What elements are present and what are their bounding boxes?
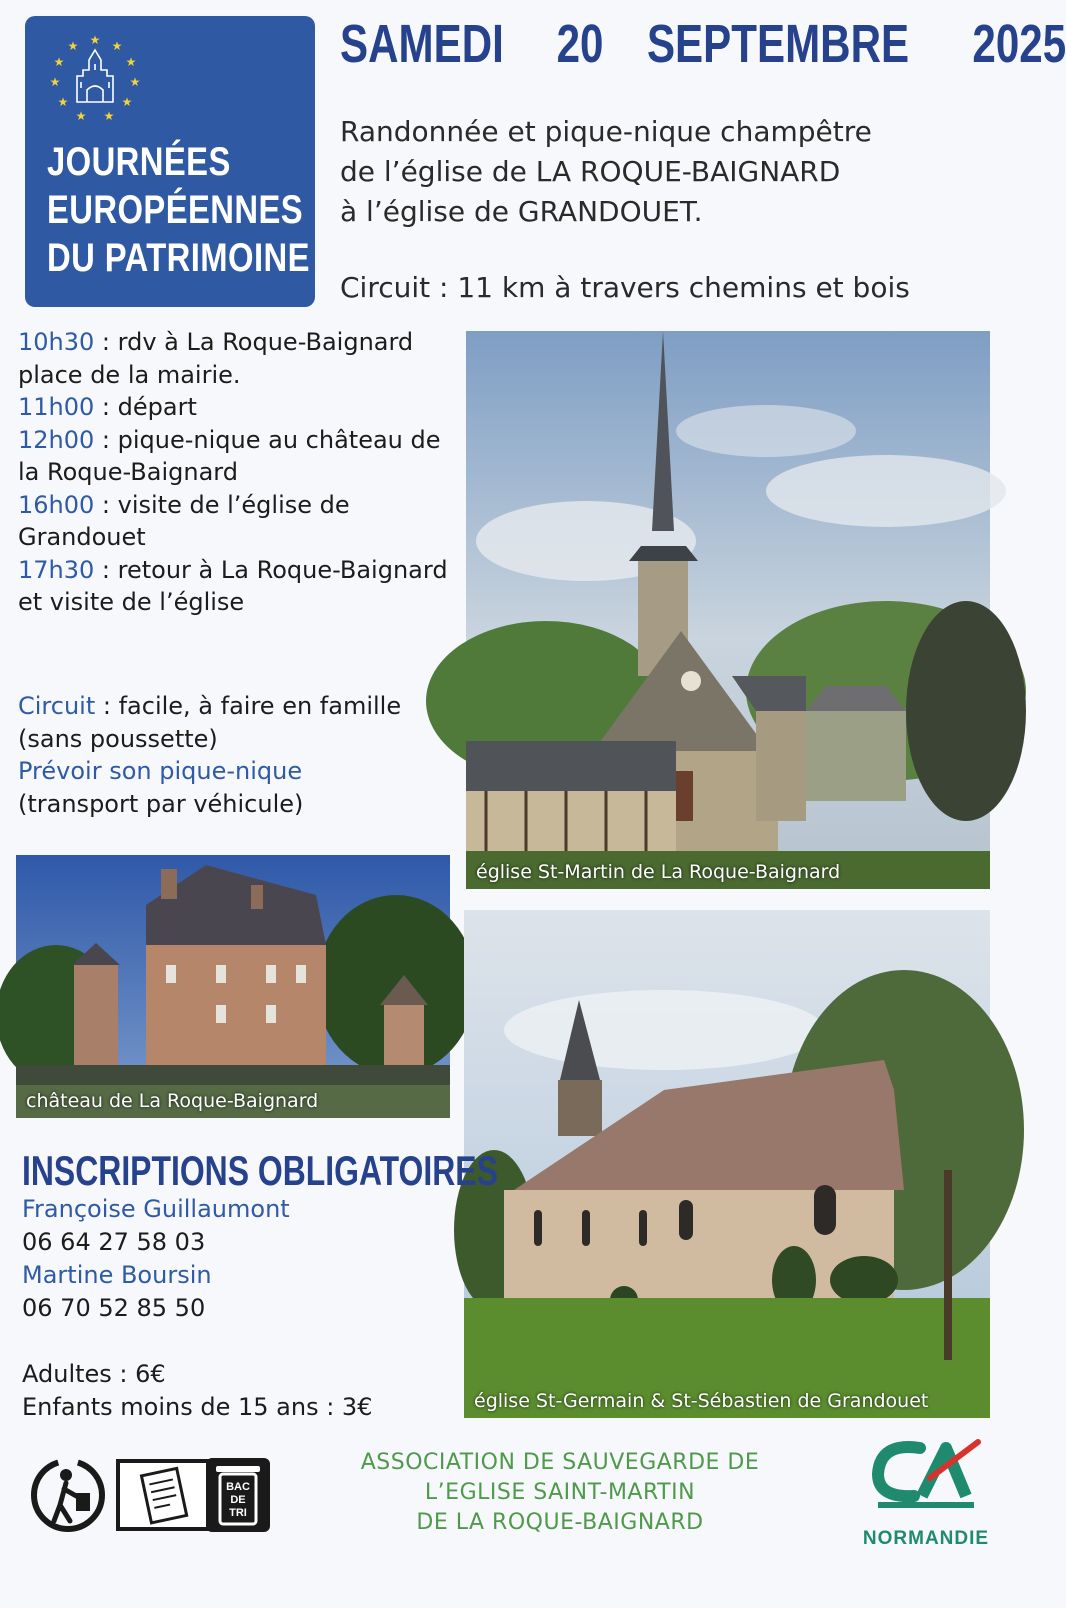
photo-chateau-roque-baignard [16, 855, 450, 1118]
tri-label-line: TRI [229, 1507, 247, 1519]
inscriptions-title: INSCRIPTIONS OBLIGATOIRES [22, 1147, 498, 1194]
schedule [18, 326, 458, 619]
practical-info [18, 690, 458, 820]
price-adults: Adultes : 6€ [22, 1360, 166, 1388]
circuit-text: : facile, à faire en famille (sans poussette) [18, 692, 402, 753]
intro-text [340, 112, 872, 232]
contact-phone: 06 64 27 58 03 [22, 1228, 206, 1256]
jep-title-line: DU PATRIMOINE [47, 236, 310, 280]
date-month: SEPTEMBRE [647, 14, 910, 74]
photo-church-roque-baignard [466, 331, 990, 889]
association-line: L’EGLISE SAINT-MARTIN [424, 1480, 696, 1505]
schedule-text: : retour à La Roque-Baignard et visite de l’église [18, 555, 448, 616]
schedule-text: : départ [94, 393, 197, 421]
svg-text:★: ★ [67, 39, 79, 53]
recycle-person-icon [30, 1455, 106, 1535]
contact-phone: 06 70 52 85 50 [22, 1294, 206, 1322]
contacts [22, 1193, 290, 1325]
jep-title-line: JOURNÉES [47, 140, 231, 184]
event-date [340, 12, 1066, 76]
price-children: Enfants moins de 15 ans : 3€ [22, 1393, 373, 1421]
bin-shape [206, 1458, 270, 1532]
svg-text:★: ★ [121, 95, 133, 109]
schedule-text: : visite de l’église de Grandouet [18, 490, 350, 551]
schedule-text: : rdv à La Roque-Baignard place de la mairie. [18, 328, 414, 389]
church-grandouet-image [464, 910, 990, 1418]
picnic-text: (transport par véhicule) [18, 789, 304, 818]
jep-title-line: EUROPÉENNES [47, 188, 304, 232]
schedule-item [18, 489, 458, 554]
association-name [340, 1448, 780, 1538]
svg-text:★: ★ [103, 109, 115, 123]
svg-text:★: ★ [129, 75, 141, 89]
intro-line: à l’église de GRANDOUET. [340, 195, 703, 228]
association-line: ASSOCIATION DE SAUVEGARDE DE [360, 1450, 760, 1475]
tri-label-line: BAC [226, 1481, 250, 1493]
picnic-label: Prévoir son pique-nique [18, 757, 303, 785]
association-line: DE LA ROQUE-BAIGNARD [416, 1510, 704, 1535]
photo-caption: château de La Roque-Baignard [26, 1090, 319, 1112]
schedule-time: 11h00 [18, 393, 95, 421]
tri-label-line: DE [230, 1494, 246, 1506]
photo-church-grandouet [464, 910, 990, 1418]
schedule-item [18, 391, 458, 424]
date-year: 2025 [972, 14, 1066, 74]
castle-stars-icon [47, 30, 143, 126]
date-day-name: SAMEDI [340, 14, 504, 74]
sponsor-region: NORMANDIE [862, 1528, 990, 1549]
photo-caption: église St-Germain & St-Sébastien de Grandouet [474, 1390, 929, 1412]
svg-text:★: ★ [49, 75, 61, 89]
svg-text:★: ★ [111, 39, 123, 53]
prices [22, 1358, 372, 1424]
schedule-item [18, 424, 458, 489]
photo-caption: église St-Martin de La Roque-Baignard [476, 861, 841, 883]
contact-name: Martine Boursin [22, 1261, 212, 1289]
schedule-item [18, 326, 458, 391]
chateau-image [16, 855, 450, 1118]
svg-text:★: ★ [57, 95, 69, 109]
schedule-item [18, 554, 458, 619]
intro-line: de l’église de LA ROQUE-BAIGNARD [340, 155, 841, 188]
circuit-summary: Circuit : 11 km à travers chemins et bois [340, 271, 910, 304]
sponsor-logo-text: CA [870, 1438, 872, 1439]
credit-agricole-logo [870, 1438, 980, 1508]
schedule-time: 12h00 [18, 425, 95, 454]
svg-text:★: ★ [53, 55, 65, 69]
jep-logo [25, 16, 315, 307]
recycling-bin-icon [206, 1458, 270, 1532]
circuit-info [18, 690, 458, 755]
schedule-time: 10h30 [18, 328, 95, 356]
church-roque-baignard-image [466, 331, 990, 889]
schedule-text: : pique-nique au château de la Roque-Baignard [18, 425, 441, 486]
date-day: 20 [556, 14, 604, 74]
schedule-time: 16h00 [18, 490, 95, 519]
intro-line: Randonnée et pique-nique champêtre [340, 115, 872, 148]
jep-title [47, 138, 310, 282]
svg-text:★: ★ [125, 55, 137, 69]
contact-name: Françoise Guillaumont [22, 1195, 290, 1223]
svg-text:★: ★ [75, 109, 87, 123]
circuit-label: Circuit [18, 692, 96, 720]
svg-text:★: ★ [89, 33, 101, 47]
schedule-time: 17h30 [18, 555, 95, 584]
